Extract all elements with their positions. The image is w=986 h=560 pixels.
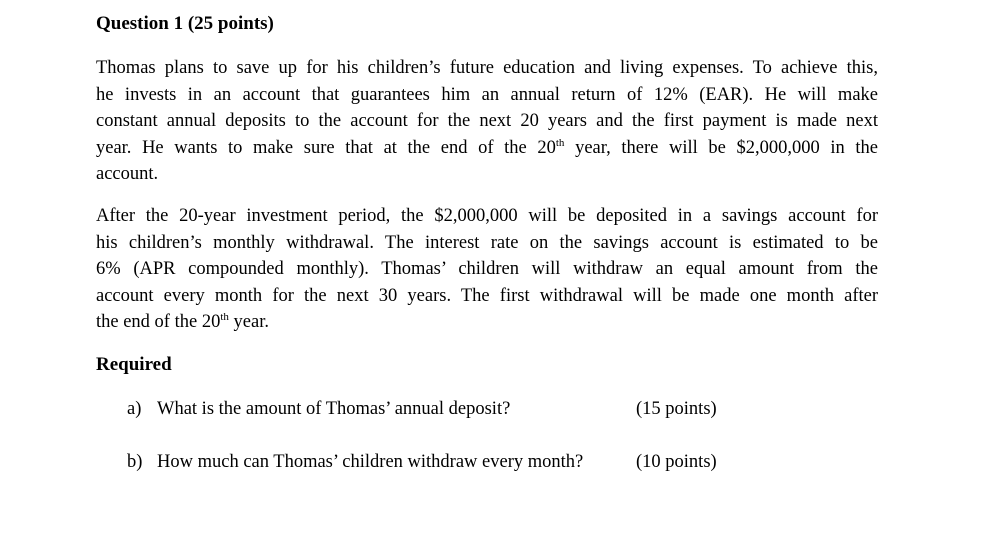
paragraph-line: account every month for the next 30 years. The first withdrawal will be made one month after bbox=[96, 285, 878, 306]
line-text: year, there will be $2,000,000 in the bbox=[564, 137, 878, 158]
paragraph-line: his children’s monthly withdrawal. The interest rate on the savings account is estimated to be bbox=[96, 232, 878, 253]
question-item-b bbox=[127, 450, 583, 474]
item-text: How much can Thomas’ children withdraw every month? bbox=[157, 452, 584, 472]
question-title: Question 1 (25 points) bbox=[96, 13, 274, 34]
paragraph-line: 6% (APR compounded monthly). Thomas’ children will withdraw an equal amount from the bbox=[96, 259, 878, 279]
item-letter: a) bbox=[127, 399, 142, 419]
item-points: (10 points) bbox=[636, 452, 717, 472]
paragraph-line: he invests in an account that guarantees him an annual return of 12% (EAR). He will make bbox=[96, 84, 878, 105]
scenario-paragraph-1 bbox=[96, 55, 878, 188]
paragraph-line: Thomas plans to save up for his children’s future education and living expenses. To achieve this, bbox=[96, 58, 878, 78]
line-text: year. bbox=[228, 312, 269, 332]
item-points: (15 points) bbox=[636, 399, 717, 419]
paragraph-line: account. bbox=[96, 164, 159, 184]
line-text: the end of the 20 bbox=[96, 312, 221, 332]
item-letter: b) bbox=[127, 452, 143, 472]
paragraph-line: constant annual deposits to the account for the next 20 years and the first payment is made next bbox=[96, 111, 878, 131]
line-text: year. He wants to make sure that at the end of the 20 bbox=[96, 137, 556, 158]
required-heading: Required bbox=[96, 354, 172, 375]
paragraph-line bbox=[96, 135, 878, 162]
paragraph-line bbox=[96, 309, 878, 336]
ordinal-suffix: th bbox=[220, 311, 229, 323]
scenario-paragraph-2 bbox=[96, 203, 878, 336]
question-item-a bbox=[127, 397, 510, 421]
ordinal-suffix: th bbox=[555, 136, 565, 149]
paragraph-line: After the 20-year investment period, the $2,000,000 will be deposited in a savings account for bbox=[96, 206, 878, 226]
item-text: What is the amount of Thomas’ annual deposit? bbox=[157, 399, 511, 419]
